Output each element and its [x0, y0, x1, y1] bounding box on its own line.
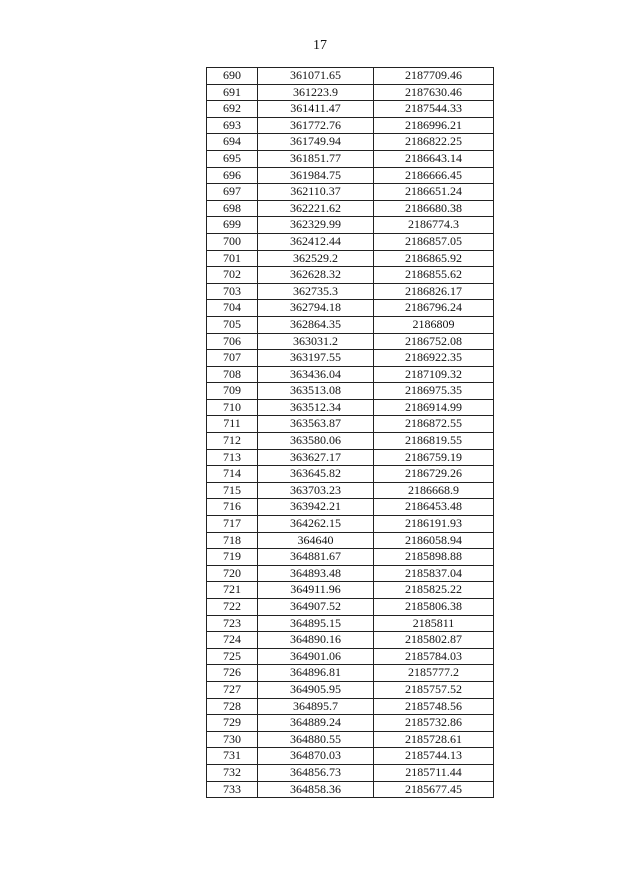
point-number-cell: 693	[207, 117, 258, 134]
x-coordinate-cell: 363580.06	[258, 433, 374, 450]
point-number-cell: 725	[207, 648, 258, 665]
table-row	[207, 416, 494, 433]
x-coordinate-cell: 364890.16	[258, 632, 374, 649]
point-number-cell: 695	[207, 150, 258, 167]
y-coordinate-cell: 2185784.03	[374, 648, 494, 665]
x-coordinate-cell: 362329.99	[258, 217, 374, 234]
point-number-cell: 712	[207, 433, 258, 450]
x-coordinate-cell: 362735.3	[258, 283, 374, 300]
y-coordinate-cell: 2187630.46	[374, 84, 494, 101]
point-number-cell: 729	[207, 715, 258, 732]
point-number-cell: 718	[207, 532, 258, 549]
y-coordinate-cell: 2186914.99	[374, 399, 494, 416]
table-row	[207, 665, 494, 682]
point-number-cell: 710	[207, 399, 258, 416]
y-coordinate-cell: 2186975.35	[374, 383, 494, 400]
point-number-cell: 726	[207, 665, 258, 682]
table-row	[207, 516, 494, 533]
table-row	[207, 134, 494, 151]
x-coordinate-cell: 362412.44	[258, 233, 374, 250]
x-coordinate-cell: 364262.15	[258, 516, 374, 533]
x-coordinate-cell: 364889.24	[258, 715, 374, 732]
table-row	[207, 150, 494, 167]
x-coordinate-cell: 364893.48	[258, 565, 374, 582]
y-coordinate-cell: 2186922.35	[374, 350, 494, 367]
table-row	[207, 316, 494, 333]
x-coordinate-cell: 364911.96	[258, 582, 374, 599]
point-number-cell: 708	[207, 366, 258, 383]
x-coordinate-cell: 364896.81	[258, 665, 374, 682]
point-number-cell: 732	[207, 764, 258, 781]
table-row	[207, 681, 494, 698]
table-row	[207, 117, 494, 134]
x-coordinate-cell: 363197.55	[258, 350, 374, 367]
x-coordinate-cell: 361223.9	[258, 84, 374, 101]
table-row	[207, 283, 494, 300]
table-row	[207, 399, 494, 416]
y-coordinate-cell: 2187109.32	[374, 366, 494, 383]
table-row	[207, 167, 494, 184]
table-row	[207, 84, 494, 101]
table-row	[207, 648, 494, 665]
table-row	[207, 200, 494, 217]
table-row	[207, 582, 494, 599]
table-row	[207, 748, 494, 765]
y-coordinate-cell: 2187709.46	[374, 68, 494, 85]
point-number-cell: 713	[207, 449, 258, 466]
y-coordinate-cell: 2186819.55	[374, 433, 494, 450]
point-number-cell: 722	[207, 599, 258, 616]
table-row	[207, 217, 494, 234]
y-coordinate-cell: 2186774.3	[374, 217, 494, 234]
point-number-cell: 723	[207, 615, 258, 632]
point-number-cell: 705	[207, 316, 258, 333]
point-number-cell: 704	[207, 300, 258, 317]
y-coordinate-cell: 2186857.05	[374, 233, 494, 250]
point-number-cell: 715	[207, 482, 258, 499]
y-coordinate-cell: 2186191.93	[374, 516, 494, 533]
y-coordinate-cell: 2185728.61	[374, 731, 494, 748]
point-number-cell: 731	[207, 748, 258, 765]
y-coordinate-cell: 2186680.38	[374, 200, 494, 217]
y-coordinate-cell: 2185898.88	[374, 549, 494, 566]
table-row	[207, 499, 494, 516]
y-coordinate-cell: 2186666.45	[374, 167, 494, 184]
table-row	[207, 731, 494, 748]
point-number-cell: 692	[207, 101, 258, 118]
y-coordinate-cell: 2185757.52	[374, 681, 494, 698]
y-coordinate-cell: 2186796.24	[374, 300, 494, 317]
x-coordinate-cell: 362794.18	[258, 300, 374, 317]
table-row	[207, 715, 494, 732]
table-row	[207, 366, 494, 383]
table-row	[207, 549, 494, 566]
table-row	[207, 599, 494, 616]
x-coordinate-cell: 364640	[258, 532, 374, 549]
x-coordinate-cell: 362529.2	[258, 250, 374, 267]
point-number-cell: 714	[207, 466, 258, 483]
x-coordinate-cell: 361984.75	[258, 167, 374, 184]
y-coordinate-cell: 2185806.38	[374, 599, 494, 616]
table-row	[207, 781, 494, 798]
x-coordinate-cell: 364856.73	[258, 764, 374, 781]
point-number-cell: 702	[207, 267, 258, 284]
x-coordinate-cell: 361851.77	[258, 150, 374, 167]
table-row	[207, 250, 494, 267]
table-row	[207, 433, 494, 450]
x-coordinate-cell: 362628.32	[258, 267, 374, 284]
table-row	[207, 101, 494, 118]
table-row	[207, 565, 494, 582]
table-row	[207, 764, 494, 781]
coordinates-table	[206, 67, 494, 798]
point-number-cell: 721	[207, 582, 258, 599]
table-row	[207, 233, 494, 250]
point-number-cell: 733	[207, 781, 258, 798]
point-number-cell: 700	[207, 233, 258, 250]
y-coordinate-cell: 2186453.48	[374, 499, 494, 516]
x-coordinate-cell: 363942.21	[258, 499, 374, 516]
table-row	[207, 449, 494, 466]
point-number-cell: 707	[207, 350, 258, 367]
y-coordinate-cell: 2186822.25	[374, 134, 494, 151]
y-coordinate-cell: 2185777.2	[374, 665, 494, 682]
table-row	[207, 632, 494, 649]
x-coordinate-cell: 363513.08	[258, 383, 374, 400]
point-number-cell: 719	[207, 549, 258, 566]
point-number-cell: 709	[207, 383, 258, 400]
y-coordinate-cell: 2185677.45	[374, 781, 494, 798]
y-coordinate-cell: 2186643.14	[374, 150, 494, 167]
y-coordinate-cell: 2186809	[374, 316, 494, 333]
y-coordinate-cell: 2186759.19	[374, 449, 494, 466]
x-coordinate-cell: 364905.95	[258, 681, 374, 698]
table-row	[207, 267, 494, 284]
x-coordinate-cell: 363031.2	[258, 333, 374, 350]
x-coordinate-cell: 363563.87	[258, 416, 374, 433]
y-coordinate-cell: 2186668.9	[374, 482, 494, 499]
point-number-cell: 694	[207, 134, 258, 151]
y-coordinate-cell: 2186752.08	[374, 333, 494, 350]
x-coordinate-cell: 364895.7	[258, 698, 374, 715]
x-coordinate-cell: 362864.35	[258, 316, 374, 333]
x-coordinate-cell: 364880.55	[258, 731, 374, 748]
point-number-cell: 711	[207, 416, 258, 433]
point-number-cell: 691	[207, 84, 258, 101]
point-number-cell: 697	[207, 184, 258, 201]
table-row	[207, 383, 494, 400]
x-coordinate-cell: 364895.15	[258, 615, 374, 632]
x-coordinate-cell: 364907.52	[258, 599, 374, 616]
y-coordinate-cell: 2186826.17	[374, 283, 494, 300]
point-number-cell: 701	[207, 250, 258, 267]
table-row	[207, 68, 494, 85]
point-number-cell: 716	[207, 499, 258, 516]
y-coordinate-cell: 2185711.44	[374, 764, 494, 781]
y-coordinate-cell: 2186058.94	[374, 532, 494, 549]
x-coordinate-cell: 363703.23	[258, 482, 374, 499]
y-coordinate-cell: 2186996.21	[374, 117, 494, 134]
x-coordinate-cell: 363512.34	[258, 399, 374, 416]
point-number-cell: 698	[207, 200, 258, 217]
x-coordinate-cell: 364881.67	[258, 549, 374, 566]
point-number-cell: 727	[207, 681, 258, 698]
point-number-cell: 699	[207, 217, 258, 234]
table-row	[207, 615, 494, 632]
table-row	[207, 466, 494, 483]
point-number-cell: 728	[207, 698, 258, 715]
y-coordinate-cell: 2186872.55	[374, 416, 494, 433]
point-number-cell: 703	[207, 283, 258, 300]
y-coordinate-cell: 2185837.04	[374, 565, 494, 582]
table-row	[207, 333, 494, 350]
x-coordinate-cell: 364901.06	[258, 648, 374, 665]
table-row	[207, 300, 494, 317]
point-number-cell: 724	[207, 632, 258, 649]
x-coordinate-cell: 363627.17	[258, 449, 374, 466]
x-coordinate-cell: 363645.82	[258, 466, 374, 483]
x-coordinate-cell: 361071.65	[258, 68, 374, 85]
point-number-cell: 696	[207, 167, 258, 184]
x-coordinate-cell: 364858.36	[258, 781, 374, 798]
table-row	[207, 698, 494, 715]
y-coordinate-cell: 2185744.13	[374, 748, 494, 765]
x-coordinate-cell: 364870.03	[258, 748, 374, 765]
x-coordinate-cell: 361749.94	[258, 134, 374, 151]
y-coordinate-cell: 2186855.62	[374, 267, 494, 284]
x-coordinate-cell: 362221.62	[258, 200, 374, 217]
point-number-cell: 720	[207, 565, 258, 582]
x-coordinate-cell: 362110.37	[258, 184, 374, 201]
y-coordinate-cell: 2185802.87	[374, 632, 494, 649]
point-number-cell: 706	[207, 333, 258, 350]
y-coordinate-cell: 2185748.56	[374, 698, 494, 715]
x-coordinate-cell: 361411.47	[258, 101, 374, 118]
coordinates-table-body	[207, 68, 494, 798]
table-row	[207, 184, 494, 201]
x-coordinate-cell: 361772.76	[258, 117, 374, 134]
table-row	[207, 482, 494, 499]
y-coordinate-cell: 2186865.92	[374, 250, 494, 267]
point-number-cell: 730	[207, 731, 258, 748]
table-row	[207, 350, 494, 367]
page-number: 17	[313, 38, 327, 53]
y-coordinate-cell: 2186729.26	[374, 466, 494, 483]
x-coordinate-cell: 363436.04	[258, 366, 374, 383]
y-coordinate-cell: 2186651.24	[374, 184, 494, 201]
y-coordinate-cell: 2185825.22	[374, 582, 494, 599]
y-coordinate-cell: 2185732.86	[374, 715, 494, 732]
point-number-cell: 717	[207, 516, 258, 533]
y-coordinate-cell: 2187544.33	[374, 101, 494, 118]
point-number-cell: 690	[207, 68, 258, 85]
table-row	[207, 532, 494, 549]
y-coordinate-cell: 2185811	[374, 615, 494, 632]
